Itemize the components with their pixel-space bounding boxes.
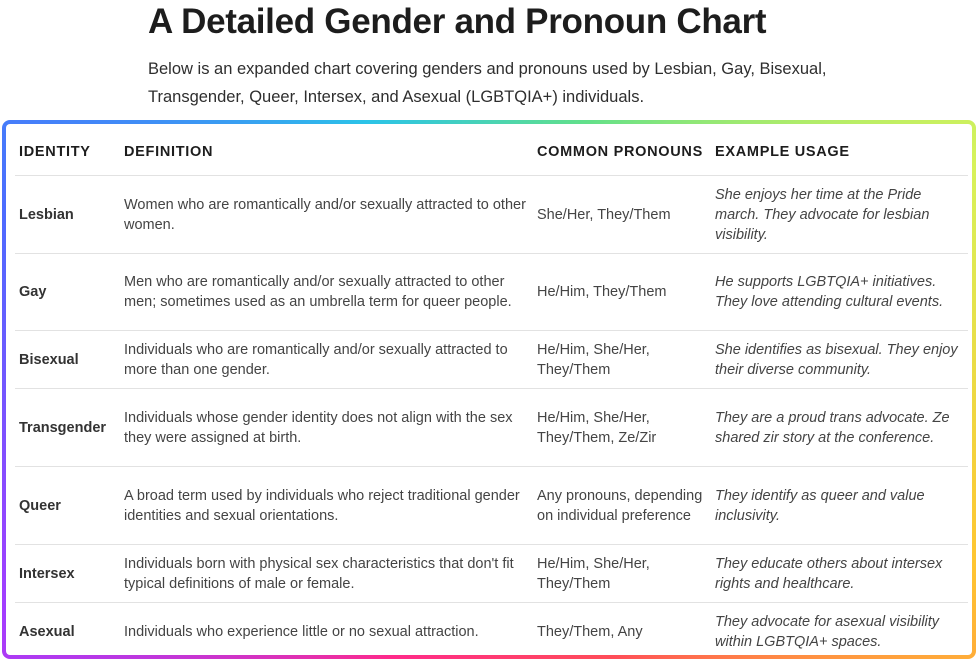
table-row <box>15 389 968 467</box>
example-cell: She identifies as bisexual. They enjoy their diverse community. <box>711 331 968 389</box>
example-cell: She enjoys her time at the Pride march. They advocate for lesbian visibility. <box>711 176 968 254</box>
example-cell: They advocate for asexual visibility within LGBTQIA+ spaces. <box>715 613 940 650</box>
table-row <box>15 176 968 254</box>
identity-cell: Intersex <box>15 545 120 603</box>
definition-cell: Individuals who are romantically and/or sexually attracted to more than one gender. <box>120 331 533 389</box>
example-cell: They are a proud trans advocate. Ze shared zir story at the conference. <box>711 389 968 467</box>
page-title: A Detailed Gender and Pronoun Chart <box>148 2 767 41</box>
table-row <box>15 603 968 661</box>
pronouns-cell: Any pronouns, depending on individual preference <box>533 467 711 545</box>
table-row <box>15 545 968 603</box>
pronouns-cell: They/Them, Any <box>537 623 643 640</box>
column-header-common-pronouns: COMMON PRONOUNS <box>533 128 711 176</box>
pronouns-cell: He/Him, She/Her, They/Them, Ze/Zir <box>533 389 711 467</box>
table-row <box>15 254 968 331</box>
identity-cell: Lesbian <box>15 176 120 254</box>
example-cell: They identify as queer and value inclusivity. <box>711 467 968 545</box>
column-header-identity: IDENTITY <box>15 128 120 176</box>
intro-paragraph: Below is an expanded chart covering genders and pronouns used by Lesbian, Gay, Bisexual, Transgender, Queer, Intersex, and Asexual (LGBTQIA+) individuals. <box>148 60 827 106</box>
pronouns-cell: He/Him, She/Her, They/Them <box>533 545 711 603</box>
definition-cell: Women who are romantically and/or sexually attracted to other women. <box>120 176 533 254</box>
identity-cell: Asexual <box>19 623 75 640</box>
column-header-example-usage: EXAMPLE USAGE <box>711 128 968 176</box>
example-cell: They educate others about intersex rights and healthcare. <box>711 545 968 603</box>
example-cell: He supports LGBTQIA+ initiatives. They love attending cultural events. <box>711 254 968 331</box>
definition-cell: Men who are romantically and/or sexually attracted to other men; sometimes used as an umbrella term for queer people. <box>120 254 533 331</box>
pronoun-chart-table <box>15 128 968 660</box>
table-header-row <box>15 128 968 176</box>
identity-cell: Queer <box>15 467 120 545</box>
identity-cell: Gay <box>15 254 120 331</box>
table-row <box>15 467 968 545</box>
column-header-definition: DEFINITION <box>120 128 533 176</box>
pronouns-cell: He/Him, She/Her, They/Them <box>533 331 711 389</box>
definition-cell: A broad term used by individuals who reject traditional gender identities and sexual orientations. <box>120 467 533 545</box>
table-container <box>6 124 972 655</box>
definition-cell: Individuals whose gender identity does not align with the sex they were assigned at birth. <box>120 389 533 467</box>
definition-cell: Individuals born with physical sex characteristics that don't fit typical definitions of male or female. <box>120 545 533 603</box>
pronouns-cell: She/Her, They/Them <box>533 176 711 254</box>
rainbow-gradient-frame <box>2 120 976 659</box>
pronouns-cell: He/Him, They/Them <box>533 254 711 331</box>
identity-cell: Bisexual <box>15 331 120 389</box>
table-row <box>15 331 968 389</box>
definition-cell: Individuals who experience little or no sexual attraction. <box>124 623 479 640</box>
identity-cell: Transgender <box>15 389 120 467</box>
